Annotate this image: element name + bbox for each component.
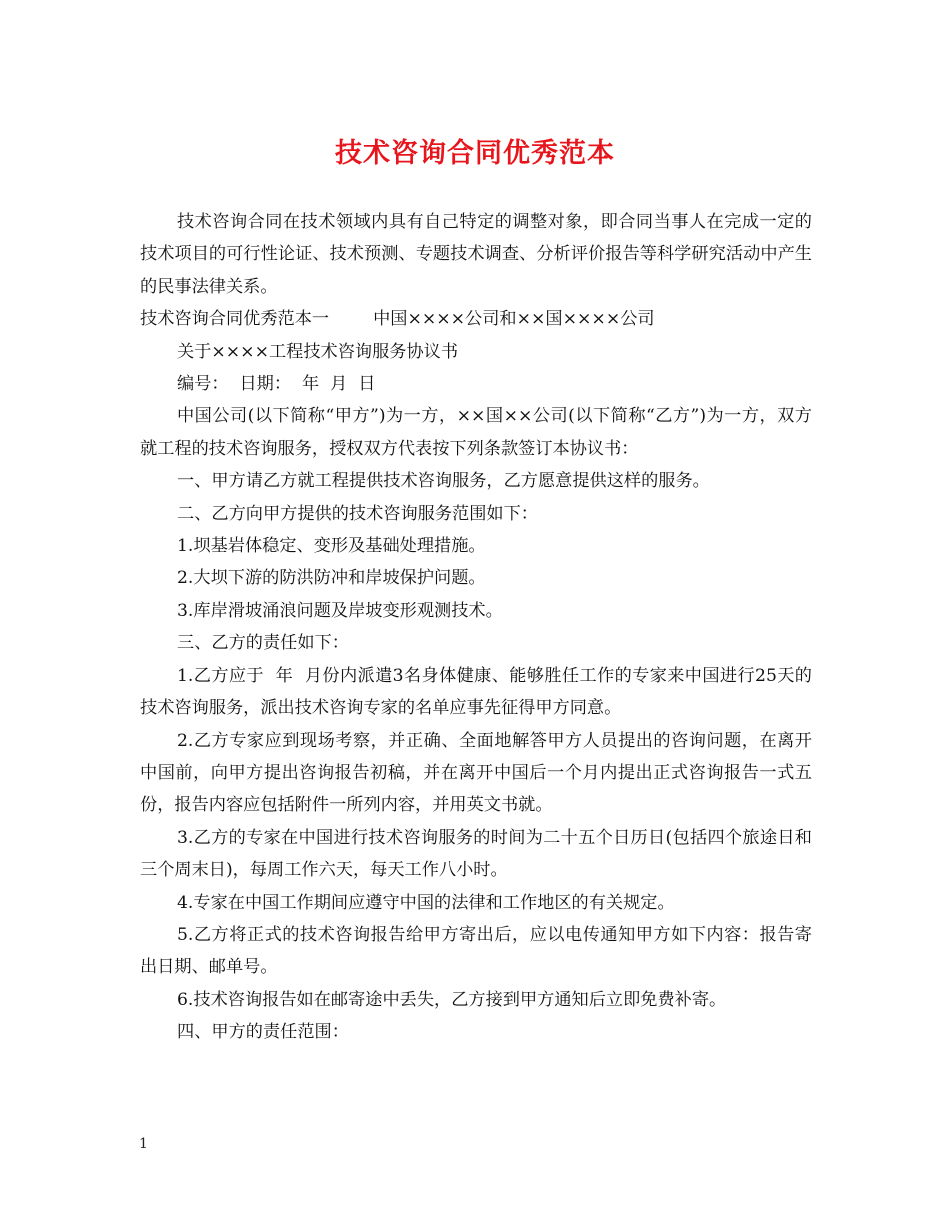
duty-item: 3.乙方的专家在中国进行技术咨询服务的时间为二十五个日历日(包括四个旅途日和三个周末日)，每周工作六天，每天工作八小时。 (140, 827, 812, 881)
document-body (140, 206, 812, 1049)
scope-item: 3.库岸滑坡涌浪问题及岸坡变形观测技术。 (177, 600, 503, 621)
duty-item: 5.乙方将正式的技术咨询报告给甲方寄出后，应以电传通知甲方如下内容：报告寄出日期、邮单号。 (140, 924, 812, 978)
number-date-line: 编号： 日期： 年 月 日 (177, 374, 376, 395)
scope-item: 2.大坝下游的防洪防冲和岸坡保护问题。 (177, 568, 486, 589)
parties-paragraph: 中国公司(以下简称“甲方”)为一方，××国××公司(以下简称“乙方”)为一方，双方就工程的技术咨询服务，授权双方代表按下列条款签订本协议书： (140, 406, 812, 459)
duty-item: 6.技术咨询报告如在邮寄途中丢失，乙方接到甲方通知后立即免费补寄。 (177, 989, 727, 1010)
clause-1: 一、甲方请乙方就工程提供技术咨询服务，乙方愿意提供这样的服务。 (177, 471, 710, 492)
clause-4: 四、甲方的责任范围： (177, 1022, 349, 1043)
agreement-title: 关于××××工程技术咨询服务协议书 (177, 341, 459, 362)
sample-heading-left: 技术咨询合同优秀范本一 (140, 309, 330, 330)
clause-3: 三、乙方的责任如下： (177, 633, 349, 654)
document-title: 技术咨询合同优秀范本 (335, 138, 615, 169)
page-number: 1 (139, 1136, 148, 1152)
duty-item: 2.乙方专家应到现场考察，并正确、全面地解答甲方人员提出的咨询问题，在离开中国前，向甲方提出咨询报告初稿，并在离开中国后一个月内提出正式咨询报告一式五份，报告内容应包括附件一所列内容，并用英文书就。 (140, 730, 812, 816)
duty-item: 4.专家在中国工作期间应遵守中国的法律和工作地区的有关规定。 (177, 892, 675, 913)
sample-heading-right: 中国××××公司和××国××××公司 (373, 309, 655, 330)
scope-item: 1.坝基岩体稳定、变形及基础处理措施。 (177, 536, 486, 557)
clause-2: 二、乙方向甲方提供的技术咨询服务范围如下： (177, 503, 538, 524)
intro-paragraph: 技术咨询合同在技术领域内具有自己特定的调整对象，即合同当事人在完成一定的技术项目的可行性论证、技术预测、专题技术调查、分析评价报告等科学研究活动中产生的民事法律关系。 (140, 212, 812, 297)
sample-heading (140, 303, 812, 335)
duty-item: 1.乙方应于 年 月份内派遣3名身体健康、能够胜任工作的专家来中国进行25天的技术咨询服务，派出技术咨询专家的名单应事先征得甲方同意。 (140, 665, 812, 719)
